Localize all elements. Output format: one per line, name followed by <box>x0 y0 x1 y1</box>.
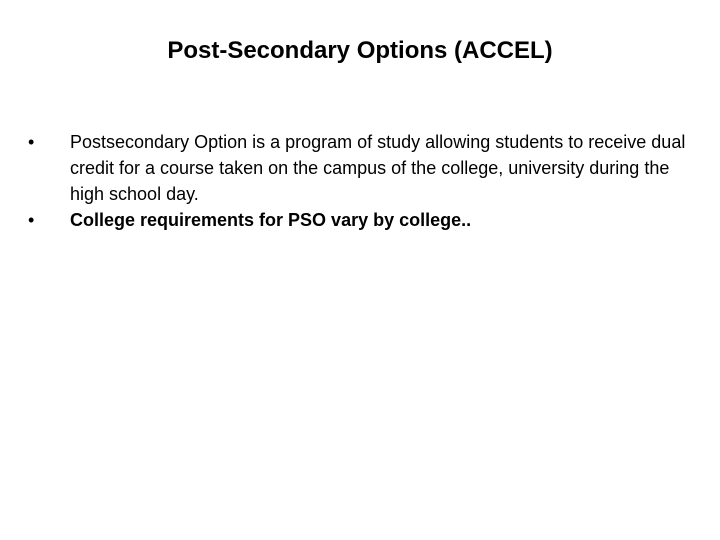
bullet-marker: • <box>28 210 35 230</box>
slide-title: Post-Secondary Options (ACCEL) <box>167 37 553 64</box>
bullet-marker: • <box>28 132 35 152</box>
bullet-item <box>28 129 688 207</box>
bullet-item <box>28 207 688 233</box>
bullet-text: Postsecondary Option is a program of study allowing students to receive dual credit for a course taken on the campus of the college, university during the high school day. <box>70 132 686 204</box>
bullet-list <box>28 129 688 233</box>
bullet-text: College requirements for PSO vary by college.. <box>70 210 472 230</box>
